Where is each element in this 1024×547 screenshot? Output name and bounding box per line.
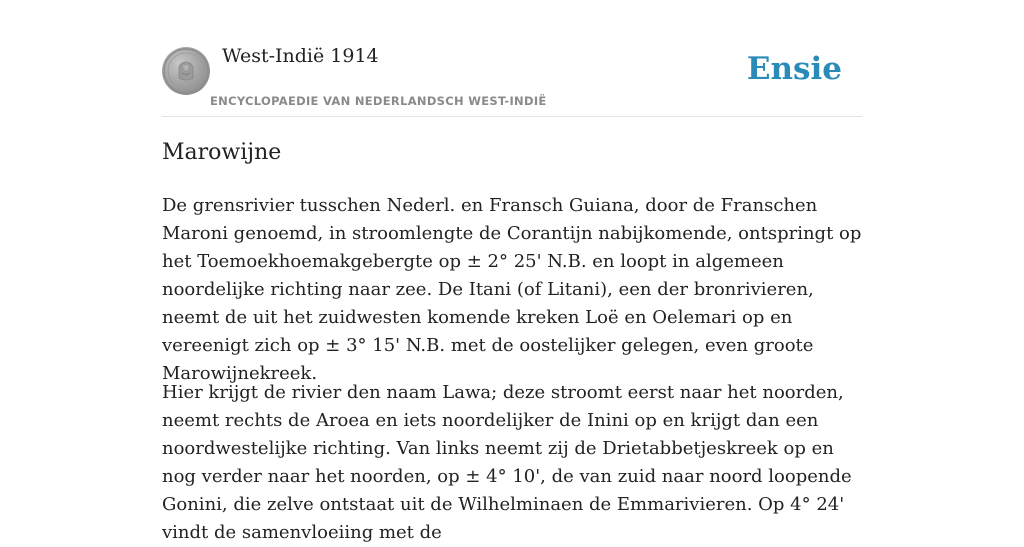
coin-logo[interactable] — [162, 47, 210, 95]
ensie-logo[interactable]: Ensie — [746, 51, 842, 87]
book-title[interactable]: West-Indië 1914 — [222, 45, 379, 67]
article-paragraph: De grensrivier tusschen Nederl. en Fransch Guiana, door de Franschen Maroni genoemd, in stroomlengte de Corantijn nabijkomende, ontspringt op het Toemoekhoemakgebergte op ± 2° 25' N.B. en loopt in algemeen noordelijke richting naar zee. De Itani (of Litani), een der bronrivieren, neemt de uit het zuidwesten komende kreken Loë en Oelemari op en vereenigt zich op ± 3° 15' N.B. met de oostelijker gelegen, even groote Marowijnekreek. — [162, 195, 862, 384]
article-paragraph: Hier krijgt de rivier den naam Lawa; deze stroomt eerst naar het noorden, neemt rechts de Aroea en iets noordelijker de Inini op en krijgt dan een noordwestelijke richting. Van links neemt zij de Drietabbetjeskreek op en nog verder naar het noorden, op ± 4° 10', de van zuid naar noord loopende Gonini, die zelve ontstaat uit de Wilhelminaen de Emmarivieren. Op 4° 24' vindt de samenvloeiing met de — [162, 382, 852, 543]
lion-coin-icon — [162, 47, 210, 95]
book-subtitle[interactable]: ENCYCLOPAEDIE VAN NEDERLANDSCH WEST-INDIË — [210, 94, 547, 108]
page-container — [162, 0, 862, 543]
page-header — [162, 0, 862, 117]
article-title: Marowijne — [162, 140, 282, 165]
